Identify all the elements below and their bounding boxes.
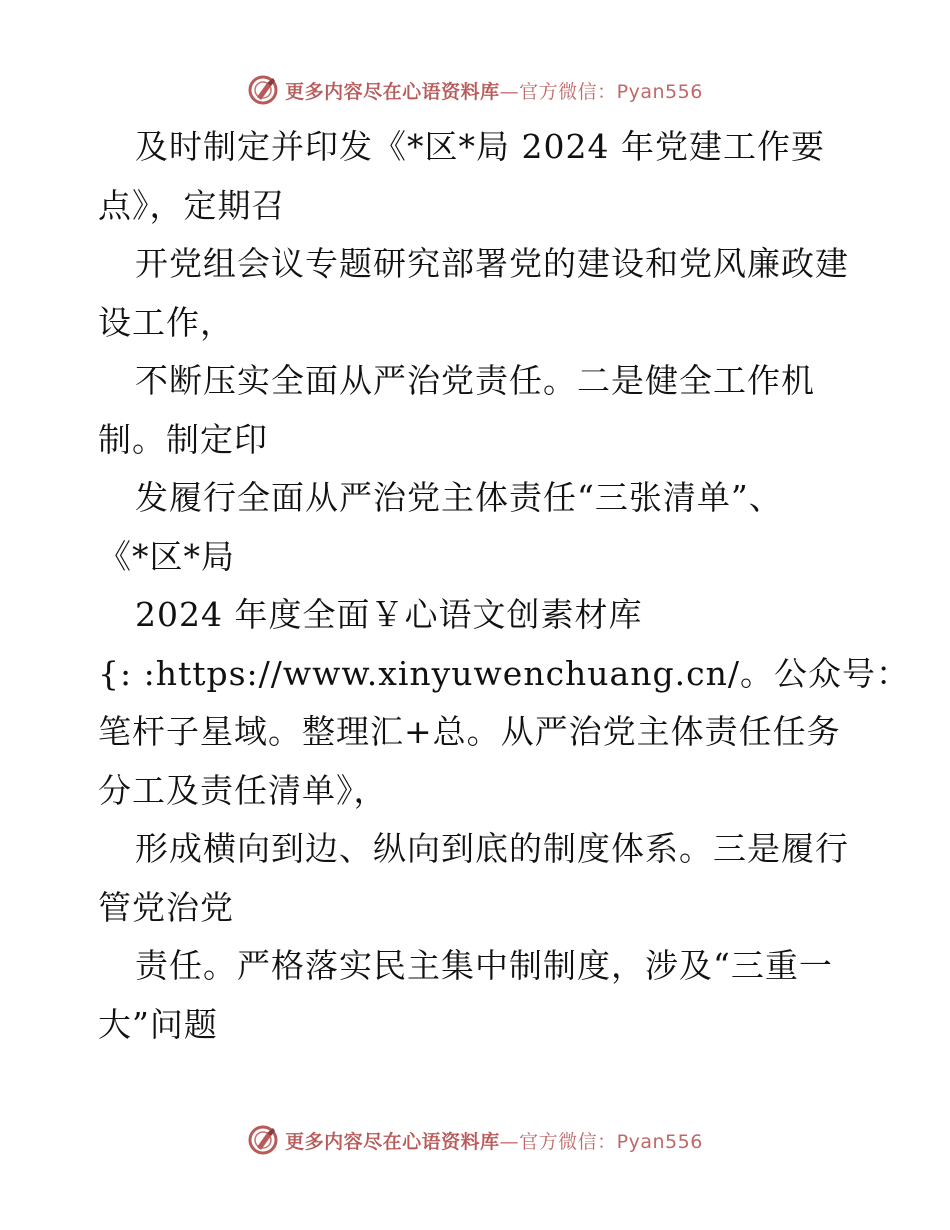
- paragraph-line: 设工作，: [98, 302, 234, 342]
- paragraph-line: 大”问题: [98, 1004, 218, 1044]
- paragraph-line: 管党治党: [98, 887, 234, 927]
- paragraph-line: 笔杆子星域。整理汇+总。从严治党主体责任任务: [98, 712, 841, 751]
- paragraph-line: 责任。严格落实民主集中制制度，涉及“三重一: [135, 946, 833, 985]
- header-separator: —: [499, 80, 520, 103]
- header-watermark-banner: [0, 70, 950, 110]
- paragraph-line: {: :https://www.xinyuwenchuang.cn/。公众号：: [98, 653, 910, 693]
- paragraph-line: 分工及责任清单》，: [98, 770, 388, 810]
- paragraph-line: 点》，定期召: [98, 185, 286, 225]
- paragraph-line: 制。制定印: [98, 419, 268, 459]
- paragraph-line: 《*区*局: [98, 536, 235, 576]
- footer-separator: —: [499, 1130, 520, 1153]
- pen-nib-circle-icon: [247, 74, 279, 106]
- header-contact-text: 官方微信：Pyan556: [519, 80, 703, 103]
- header-watermark-text: [285, 77, 703, 104]
- pen-nib-circle-icon: [247, 1124, 279, 1156]
- paragraph-line: 不断压实全面从严治党责任。二是健全工作机: [135, 361, 815, 400]
- footer-watermark-text: [285, 1127, 703, 1154]
- footer-contact-text: 官方微信：Pyan556: [519, 1130, 703, 1153]
- paragraph-line: 发履行全面从严治党主体责任“三张清单”、: [135, 478, 783, 517]
- footer-watermark-banner: [0, 1120, 950, 1160]
- paragraph-line: 开党组会议专题研究部署党的建设和党风廉政建: [135, 244, 849, 283]
- paragraph-line: 及时制定并印发《*区*局 2024 年党建工作要: [135, 127, 825, 166]
- document-body: [98, 118, 910, 1054]
- footer-site-text: 更多内容尽在心语资料库: [285, 1130, 500, 1153]
- paragraph-line: 2024 年度全面￥心语文创素材库: [135, 595, 643, 634]
- paragraph-line: 形成横向到边、纵向到底的制度体系。三是履行: [135, 829, 849, 868]
- header-site-text: 更多内容尽在心语资料库: [285, 80, 500, 103]
